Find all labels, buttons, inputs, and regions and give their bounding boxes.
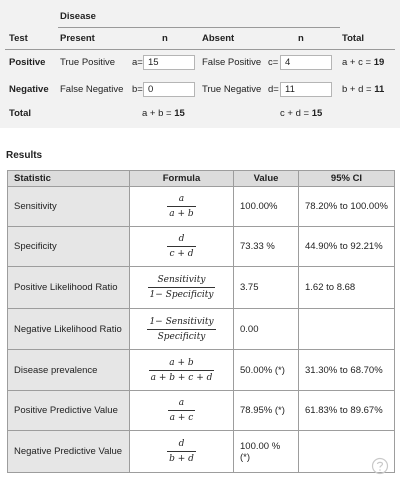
negative-total-value: 11 — [374, 84, 385, 95]
negative-total — [342, 83, 384, 97]
ab-total-value: 15 — [174, 108, 185, 119]
ci-cell — [299, 309, 395, 350]
statistic-cell: Negative Likelihood Ratio — [8, 309, 130, 350]
result-row — [8, 391, 395, 431]
statistic-cell: Positive Predictive Value — [8, 391, 130, 431]
negative-total-formula: b + d = — [342, 84, 375, 95]
positive-total-formula: a + c = — [342, 57, 374, 68]
disease-header-divider — [58, 27, 340, 28]
col-statistic: Statistic — [8, 171, 130, 187]
row-negative-label: Negative — [9, 84, 49, 95]
disease-header: Disease — [60, 11, 96, 22]
col-ci: 95% CI — [299, 171, 395, 187]
formula-fraction — [167, 233, 195, 260]
formula-cell — [130, 187, 234, 227]
header-total: Total — [342, 33, 364, 44]
header-present: Present — [60, 33, 95, 44]
header-absent: Absent — [202, 33, 235, 44]
result-row — [8, 431, 395, 473]
fraction-bar — [167, 206, 195, 207]
formula-fraction — [149, 357, 215, 384]
statistic-cell: Positive Likelihood Ratio — [8, 267, 130, 309]
fraction-bar — [147, 329, 215, 330]
formula-denominator: a + c — [169, 413, 194, 423]
result-row — [8, 267, 395, 309]
true-negative-label: True Negative — [202, 84, 262, 95]
header-divider — [5, 49, 395, 50]
value-cell: 3.75 — [234, 267, 299, 309]
formula-denominator: a + b + c + d — [150, 372, 213, 383]
formula-fraction — [167, 193, 195, 220]
formula-numerator: d — [178, 439, 185, 449]
statistic-cell: Sensitivity — [8, 187, 130, 227]
formula-numerator: d — [178, 234, 185, 244]
formula-denominator: a + b — [169, 209, 194, 219]
positive-total — [342, 56, 384, 70]
fraction-bar — [168, 410, 196, 411]
d-input[interactable]: 11 — [280, 82, 332, 97]
result-row — [8, 350, 395, 391]
col-value: Value — [234, 171, 299, 187]
formula-cell — [130, 350, 234, 391]
b-label: b= — [132, 84, 143, 95]
formula-numerator: a + b — [169, 357, 194, 368]
b-input[interactable]: 0 — [143, 82, 195, 97]
ci-cell: 1.62 to 8.68 — [299, 267, 395, 309]
formula-fraction — [147, 316, 215, 343]
result-row — [8, 187, 395, 227]
formula-denominator: c + d — [169, 249, 194, 259]
ci-cell: 78.20% to 100.00% — [299, 187, 395, 227]
cd-total-value: 15 — [311, 108, 323, 119]
formula-denominator: 1− Specificity — [149, 290, 214, 300]
formula-numerator: Sensitivity — [157, 275, 206, 285]
header-n-present: n — [162, 33, 168, 44]
row-positive-label: Positive — [9, 57, 46, 68]
ab-total — [142, 107, 185, 121]
statistic-cell: Negative Predictive Value — [8, 431, 130, 473]
value-cell: 73.33 % — [234, 227, 299, 267]
formula-cell — [130, 267, 234, 309]
results-table — [7, 170, 395, 473]
fraction-bar — [167, 451, 196, 452]
results-title: Results — [6, 150, 43, 161]
ab-total-formula: a + b = — [142, 108, 175, 119]
false-positive-label: False Positive — [202, 57, 262, 68]
formula-cell — [130, 431, 234, 473]
c-label: c= — [268, 57, 279, 68]
cd-total — [280, 107, 322, 121]
result-row — [8, 227, 395, 267]
ci-cell: 31.30% to 68.70% — [299, 350, 395, 391]
ci-cell: 61.83% to 89.67% — [299, 391, 395, 431]
formula-fraction — [168, 397, 196, 424]
fraction-bar — [148, 287, 216, 288]
results-header-row — [8, 171, 395, 187]
formula-numerator: a — [178, 194, 185, 204]
statistic-cell: Specificity — [8, 227, 130, 267]
false-negative-label: False Negative — [60, 84, 124, 95]
fraction-bar — [149, 370, 215, 371]
d-label: d= — [268, 84, 279, 95]
value-cell: 50.00% (*) — [234, 350, 299, 391]
input-panel — [0, 0, 400, 128]
header-test: Test — [9, 33, 28, 44]
value-cell: 100.00% — [234, 187, 299, 227]
a-input[interactable]: 15 — [143, 55, 195, 70]
result-row — [8, 309, 395, 350]
value-cell: 78.95% (*) — [234, 391, 299, 431]
true-positive-label: True Positive — [60, 57, 116, 68]
formula-denominator: b + d — [169, 454, 194, 464]
formula-denominator: Specificity — [157, 331, 206, 342]
statistic-cell: Disease prevalence — [8, 350, 130, 391]
value-cell: 100.00 % (*) — [234, 431, 299, 473]
formula-cell — [130, 391, 234, 431]
col-formula: Formula — [130, 171, 234, 187]
positive-total-value: 19 — [373, 57, 385, 68]
fraction-bar — [167, 246, 195, 247]
formula-numerator: 1− Sensitivity — [149, 316, 214, 327]
header-n-absent: n — [298, 33, 304, 44]
row-total-label: Total — [9, 108, 31, 119]
value-cell: 0.00 — [234, 309, 299, 350]
formula-numerator: a — [178, 398, 185, 408]
help-circle-icon[interactable] — [371, 457, 389, 475]
cd-total-formula: c + d = — [280, 108, 312, 119]
formula-fraction — [148, 274, 216, 301]
c-input[interactable]: 4 — [280, 55, 332, 70]
formula-cell — [130, 309, 234, 350]
formula-cell — [130, 227, 234, 267]
formula-fraction — [167, 438, 196, 465]
a-label: a= — [132, 57, 143, 68]
ci-cell: 44.90% to 92.21% — [299, 227, 395, 267]
